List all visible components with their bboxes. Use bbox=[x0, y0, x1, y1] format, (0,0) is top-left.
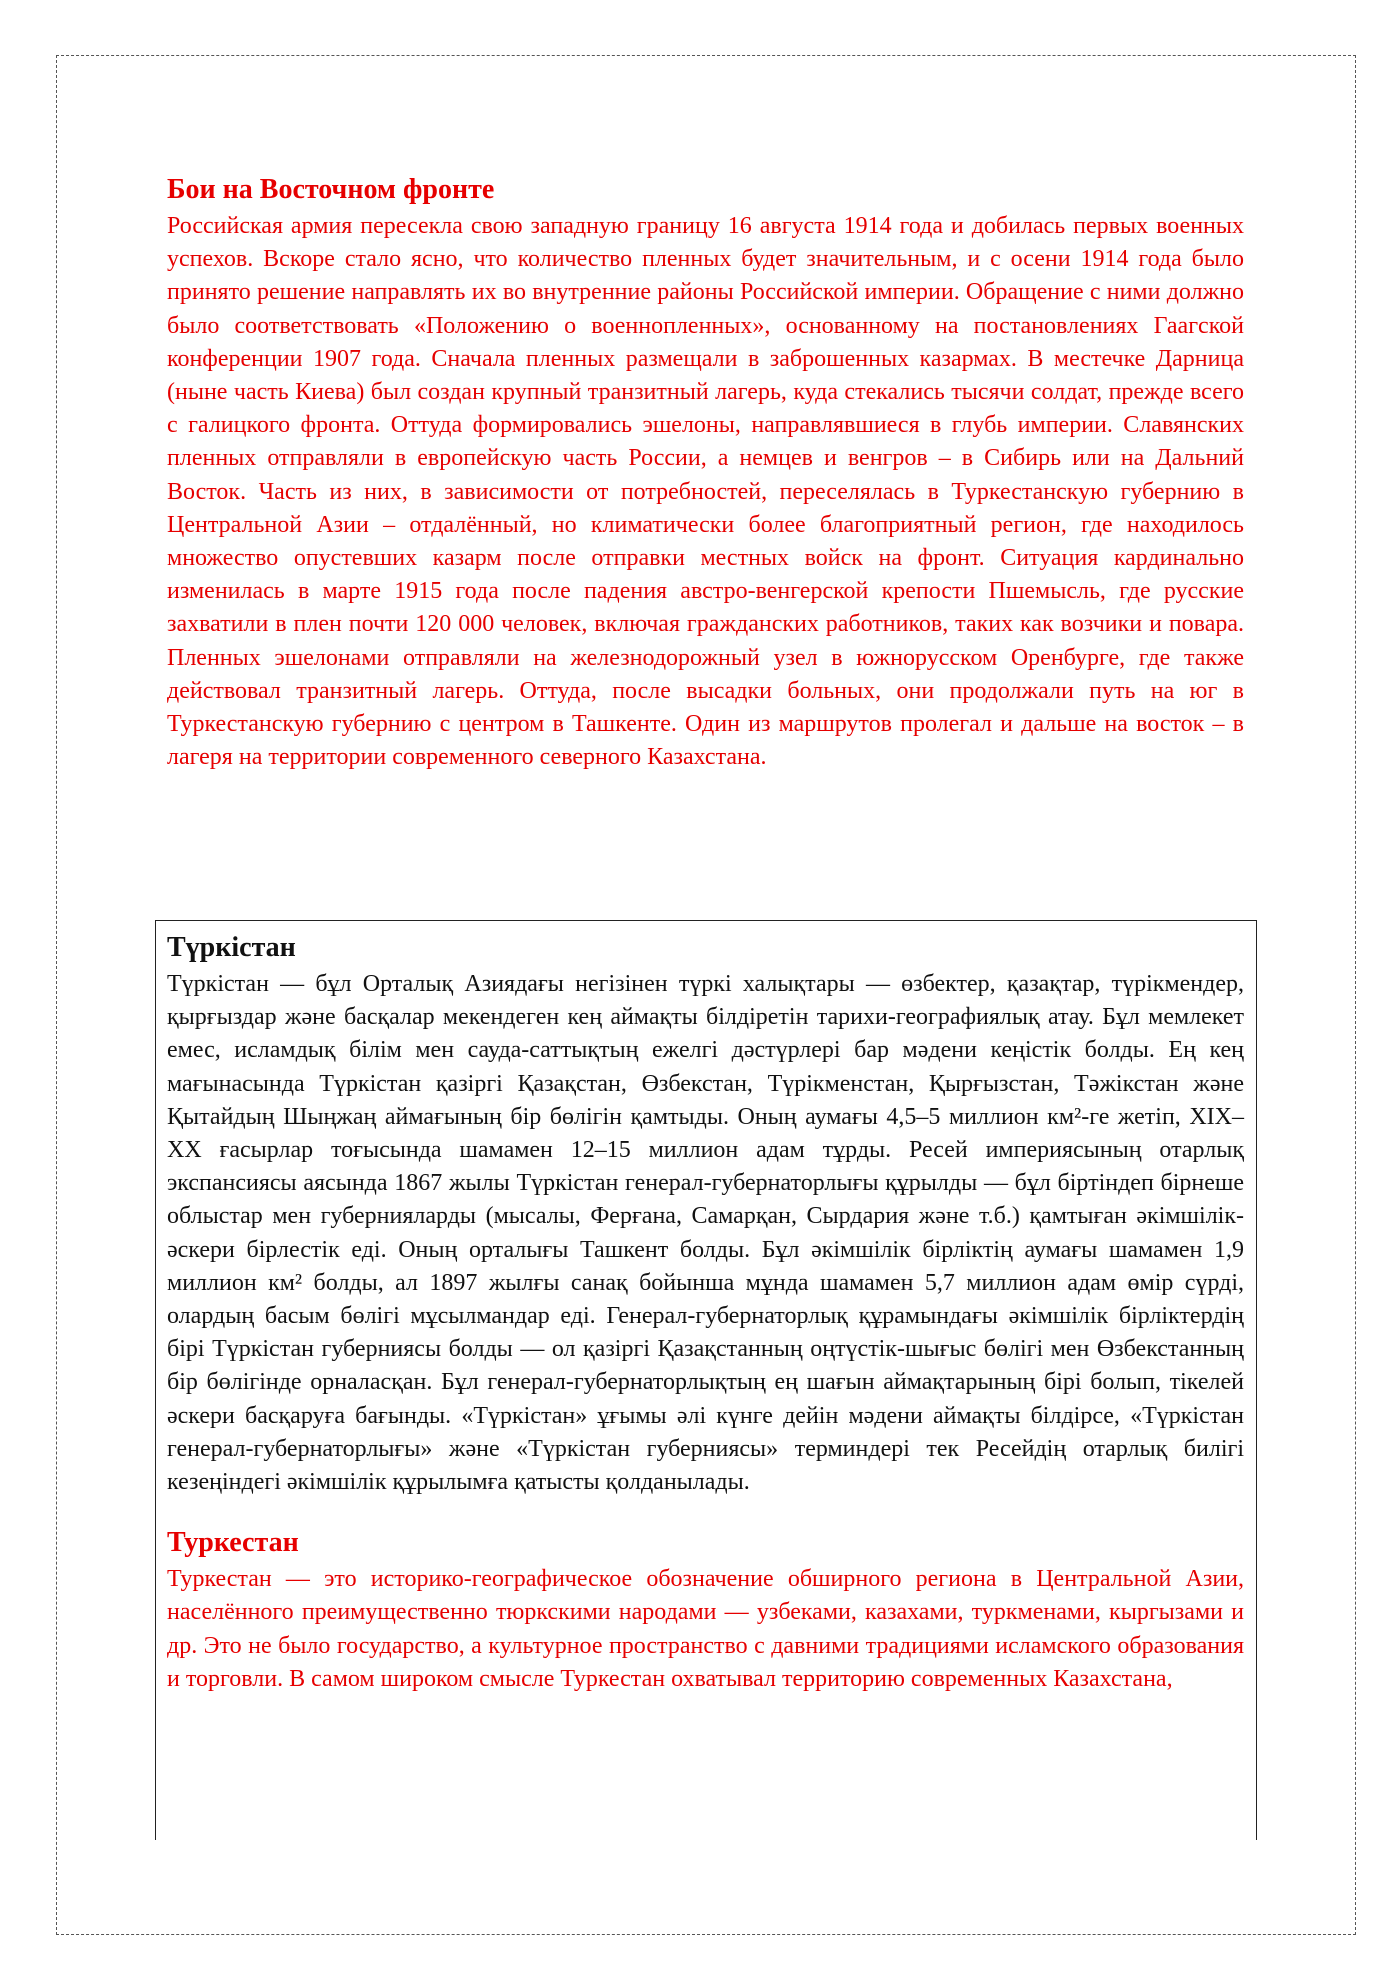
turkistan-kazakh-section bbox=[167, 928, 1244, 1499]
turkistan-kazakh-heading: Түркістан bbox=[167, 932, 296, 963]
eastern-front-paragraph: Российская армия пересекла свою западную границу 16 августа 1914 года и добилась первых военных успехов. Вскоре стало ясно, что количество пленных будет значительным, и с осени 1914 года было принято решение направлять их во внутренние районы Российской империи. Обращение с ними должно было соответствовать «Положению о военнопленных», основанному на постановлениях Гаагской конференции 1907 года. Сначала пленных размещали в заброшенных казармах. В местечке Дарница (ныне часть Киева) был создан крупный транзитный лагерь, куда стекались тысячи солдат, прежде всего с галицкого фронта. Оттуда формировались эшелоны, направлявшиеся в глубь империи. Славянских пленных отправляли в европейскую часть России, а немцев и венгров – в Сибирь или на Дальний Восток. Часть из них, в зависимости от потребностей, переселялась в Туркестанскую губернию в Центральной Азии – отдалённый, но климатически более благоприятный регион, где находилось множество опустевших казарм после отправки местных войск на фронт. Ситуация кардинально изменилась в марте 1915 года после падения австро-венгерской крепости Пшемысль, где русские захватили в плен почти 120 000 человек, включая гражданских работников, таких как возчики и повара. Пленных эшелонами отправляли на железнодорожный узел в южнорусском Оренбурге, где также действовал транзитный лагерь. Оттуда, после высадки больных, они продолжали путь на юг в Туркестанскую губернию с центром в Ташкенте. Один из маршрутов пролегал и дальше на восток – в лагеря на территории современного северного Казахстана. bbox=[167, 213, 1244, 771]
turkistan-kazakh-paragraph: Түркістан — бұл Орталық Азиядағы негізінен түркі халықтары — өзбектер, қазақтар, түрікмендер, қырғыздар және басқалар мекендеген кең аймақты білдіретін тарихи-географиялық атау. Бұл мемлекет емес, исламдық білім мен сауда-саттықтың ежелгі дәстүрлері бар мәдени кеңістік болды. Ең кең мағынасында Түркістан қазіргі Қазақстан, Өзбекстан, Түрікменстан, Қырғызстан, Тәжікстан және Қытайдың Шыңжаң аймағының бір бөлігін қамтыды. Оның аумағы 4,5–5 миллион км²-ге жетіп, XIX–XX ғасырлар тоғысында шамамен 12–15 миллион адам тұрды. Ресей империясының отарлық экспансиясы аясында 1867 жылы Түркістан генерал-губернаторлығы құрылды — бұл біртіндеп бірнеше облыстар мен губернияларды (мысалы, Ферғана, Самарқан, Сырдария және т.б.) қамтыған әкімшілік-әскери бірлестік еді. Оның орталығы Ташкент болды. Бұл әкімшілік бірліктің аумағы шамамен 1,9 миллион км² болды, ал 1897 жылғы санақ бойынша мұнда шамамен 5,7 миллион адам өмір сүрді, олардың басым бөлігі мұсылмандар еді. Генерал-губернаторлық құрамындағы әкімшілік бірліктердің бірі Түркістан губерниясы болды — ол қазіргі Қазақстанның оңтүстік-шығыс бөлігі мен Өзбекстанның бір бөлігінде орналасқан. Бұл генерал-губернаторлықтың ең шағын аймақтарының бірі болып, тікелей әскери басқаруға бағынды. «Түркістан» ұғымы әлі күнге дейін мәдени аймақты білдірсе, «Түркістан генерал-губернаторлығы» және «Түркістан губерниясы» терминдері тек Ресейдің отарлық билігі кезеңіндегі әкімшілік құрылымға қатысты қолданылады. bbox=[167, 971, 1244, 1496]
eastern-front-heading: Бои на Восточном фронте bbox=[167, 174, 495, 205]
turkestan-russian-section bbox=[167, 1523, 1244, 1696]
turkestan-russian-paragraph: Туркестан — это историко-географическое обозначение обширного региона в Центральной Азии, населённого преимущественно тюркскими народами — узбеками, казахами, туркменами, кыргызами и др. Это не было государство, а культурное пространство с давними традициями исламского образования и торговли. В самом широком смысле Туркестан охватывал территорию современных Казахстана, bbox=[167, 1566, 1244, 1692]
turkestan-russian-heading: Туркестан bbox=[167, 1527, 299, 1559]
eastern-front-section bbox=[167, 170, 1244, 774]
turkistan-box bbox=[155, 920, 1257, 1840]
